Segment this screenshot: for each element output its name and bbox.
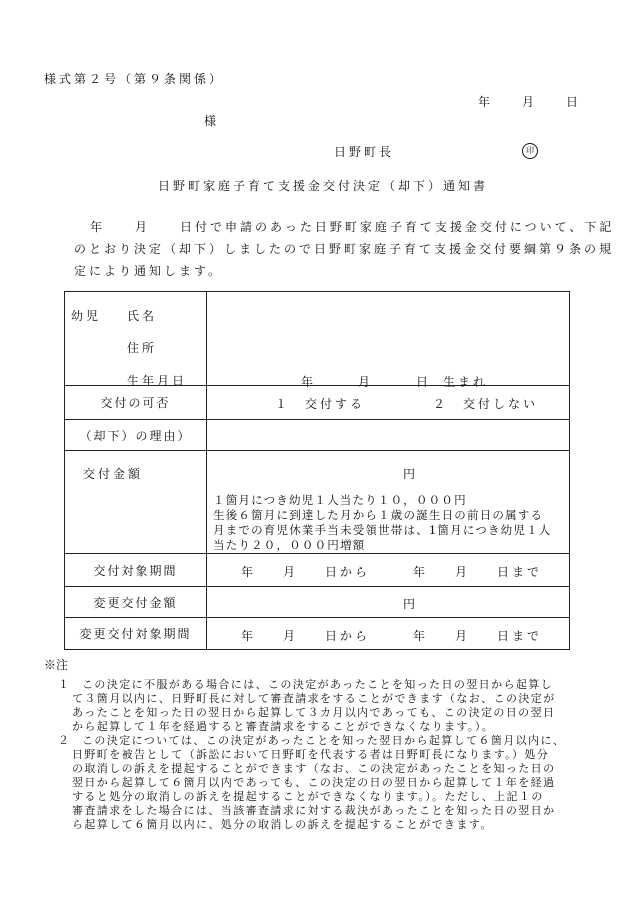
reason-row	[65, 420, 570, 451]
date-month: 月	[522, 95, 535, 109]
change-to-year: 年	[413, 629, 426, 643]
date-year: 年	[478, 95, 491, 109]
amount-note-2: 生後６箇月に到達した月から１歳の誕生日の前日の属する	[213, 508, 544, 522]
period-from-month: 月	[283, 565, 296, 579]
note-line: この決定については、この決定があったことを知った翌日から起算して６箇月以内に、	[82, 734, 566, 747]
change-from-year: 年	[241, 629, 254, 643]
amount-value-cell	[207, 451, 570, 554]
change-period-label: 変更交付対象期間	[65, 618, 207, 650]
birth-suffix: 生まれ	[443, 375, 489, 389]
change-amount-value-cell	[207, 587, 570, 618]
reason-label: （却下）の理由）	[65, 420, 207, 451]
period-label: 交付対象期間	[65, 554, 207, 587]
note-line: すると処分の取消しの訴えを提起することができなくなります。）。ただし、上記１の	[72, 790, 544, 803]
period-to-day: 日まで	[497, 565, 543, 579]
infant-label-cell	[65, 292, 207, 386]
note-line: て３箇月以内に、日野町長に対して審査請求をすることができます（なお、この決定が	[72, 692, 556, 705]
body-line-1: 年 月 日付で申請のあった日野町家庭子育て支援金交付について、下記	[90, 220, 615, 234]
seal-mark	[522, 142, 538, 159]
note-line: から起算して１年を経過すると審査請求をすることができなくなります。）。	[72, 720, 495, 733]
note-line: 審査請求をした場合には、当該審査請求に対する裁決があったことを知った日の翌日か	[72, 804, 556, 817]
notes-section	[44, 658, 604, 832]
change-amount-label: 変更交付金額	[65, 587, 207, 618]
period-to-year: 年	[413, 565, 426, 579]
period-to-month: 月	[455, 565, 468, 579]
change-to-month: 月	[455, 629, 468, 643]
approval-value-cell	[207, 386, 570, 420]
change-period-row	[65, 618, 570, 650]
issuer: 日野町長	[334, 145, 395, 159]
note-line: あったことを知った日の翌日から起算して３カ月以内であっても、この決定の日の翌日	[72, 706, 556, 719]
birth-year: 年	[301, 375, 314, 389]
period-value-cell	[207, 554, 570, 587]
notes-heading: ※注	[44, 658, 69, 672]
amount-label: 交付金額	[83, 467, 144, 481]
period-row	[65, 554, 570, 587]
date-day: 日	[566, 95, 579, 109]
note-line: この決定に不服がある場合には、この決定があったことを知った日の翌日から起算し	[82, 678, 554, 691]
period-from-year: 年	[241, 565, 254, 579]
note-item	[44, 734, 604, 832]
amount-note-3: 月までの育児休業手当未受領世帯は、1箇月につき幼児１人	[213, 523, 552, 537]
decision-table	[64, 291, 570, 650]
change-from-day: 日から	[325, 629, 371, 643]
approval-row	[65, 386, 570, 420]
note-line: ら起算して６箇月以内に、処分の取消しの訴えを提起することができます。	[72, 818, 493, 831]
body-line-3: 定により通知します。	[74, 264, 224, 278]
note-number: １	[58, 678, 71, 691]
note-line: の取消しの訴えを提起することができます（なお、この決定があったことを知った日の	[72, 762, 556, 775]
change-amount-row	[65, 587, 570, 618]
infant-row	[65, 292, 570, 386]
amount-note-4: 当たり２０，０００円増額	[213, 538, 366, 552]
reason-value-cell	[207, 420, 570, 451]
form-number: 様式第２号（第９条関係）	[44, 72, 225, 86]
note-line: 翌日から起算して６箇月以内であっても、この決定の日の翌日から起算して１年を経過	[72, 776, 556, 789]
amount-note-1: １箇月につき幼児１人当たり１０，０００円	[213, 493, 467, 507]
note-number: ２	[58, 734, 71, 747]
note-line: 日野町を被告として（訴訟において日野町を代表する者は日野町長になります。）処分	[72, 748, 550, 761]
seal-icon: 印	[522, 143, 538, 159]
birthdate-label: 生年月日	[127, 374, 188, 388]
change-from-month: 月	[283, 629, 296, 643]
address-label: 住所	[127, 341, 158, 355]
body-line-2: のとおり決定（却下）しましたので日野町家庭子育て支援金交付要綱第９条の規	[74, 242, 615, 256]
change-amount-unit: 円	[403, 597, 416, 611]
change-to-day: 日まで	[497, 629, 543, 643]
amount-row	[65, 451, 570, 554]
document-title: 日野町家庭子育て支援金交付決定（却下）通知書	[158, 179, 489, 193]
option-approve: １ 交付する	[275, 397, 366, 411]
infant-label: 幼児	[71, 309, 102, 323]
approval-label: 交付の可否	[65, 386, 207, 420]
infant-value-cell	[207, 292, 570, 389]
name-label: 氏名	[127, 309, 158, 323]
amount-label-cell	[65, 451, 207, 554]
birth-month: 月	[358, 375, 371, 389]
period-from-day: 日から	[325, 565, 371, 579]
note-item	[44, 678, 604, 734]
option-reject: ２ 交付しない	[433, 397, 539, 411]
amount-unit: 円	[403, 467, 416, 481]
addressee-suffix: 様	[204, 114, 217, 128]
birth-day: 日	[416, 375, 429, 389]
change-period-value-cell	[207, 618, 570, 650]
